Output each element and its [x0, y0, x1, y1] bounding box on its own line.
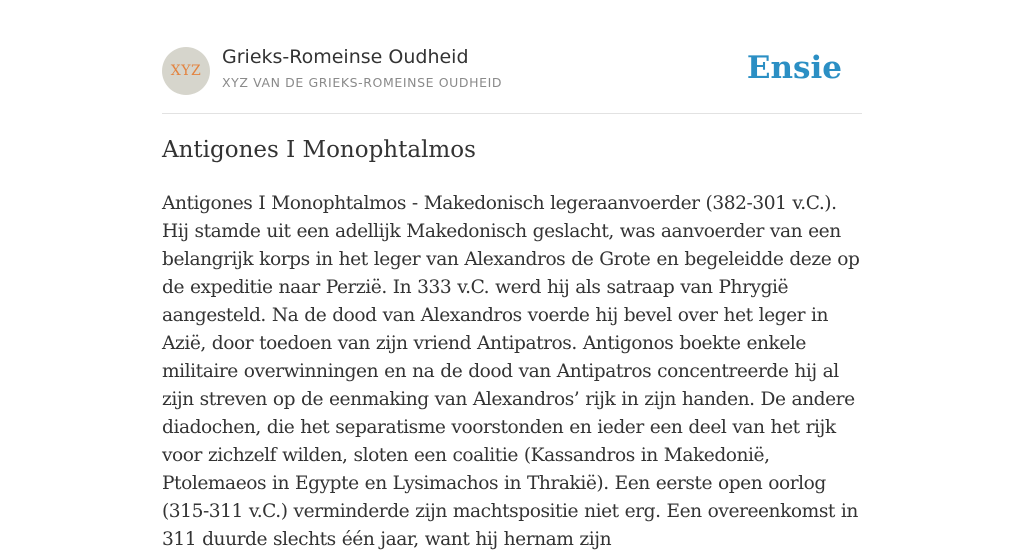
source-title-link[interactable]: Grieks-Romeinse Oudheid — [222, 46, 469, 68]
source-header — [162, 46, 862, 96]
ensie-logo[interactable]: Ensie — [746, 50, 842, 86]
source-subtitle: XYZ VAN DE GRIEKS-ROMEINSE OUDHEID — [222, 75, 503, 90]
article-body: Antigones I Monophtalmos - Makedonisch legeraanvoerder (382-301 v.C.). Hij stamde uit een adellijk Makedonisch geslacht, was aanvoerder van een belangrijk korps in het leger van Alexandros de Grote en begeleidde deze op de expeditie naar Perzië. In 333 v.C. werd hij als satraap van Phrygië aangesteld. Na de dood van Alexandros voerde hij bevel over het leger in Azië, door toedoen van zijn vriend Antipatros. Antigonos boekte enkele militaire overwinningen en na de dood van Antipatros concentreerde hij al zijn streven op de eenmaking van Alexandros’ rijk in zijn handen. De andere diadochen, die het separatisme voorstonden en ieder een deel van het rijk voor zichzelf wilden, sloten een coalitie (Kassandros in Makedonië, Ptolemaeos in Egypte en Lysimachos in Thrakië). Een eerste open oorlog (315-311 v.C.) verminderde zijn machtspositie niet erg. Een overeenkomst in 311 duurde slechts één jaar, want hij hernam zijn — [162, 193, 860, 550]
header-divider — [162, 113, 862, 114]
avatar[interactable]: XYZ — [162, 47, 210, 95]
article-title: Antigones I Monophtalmos — [162, 137, 476, 163]
